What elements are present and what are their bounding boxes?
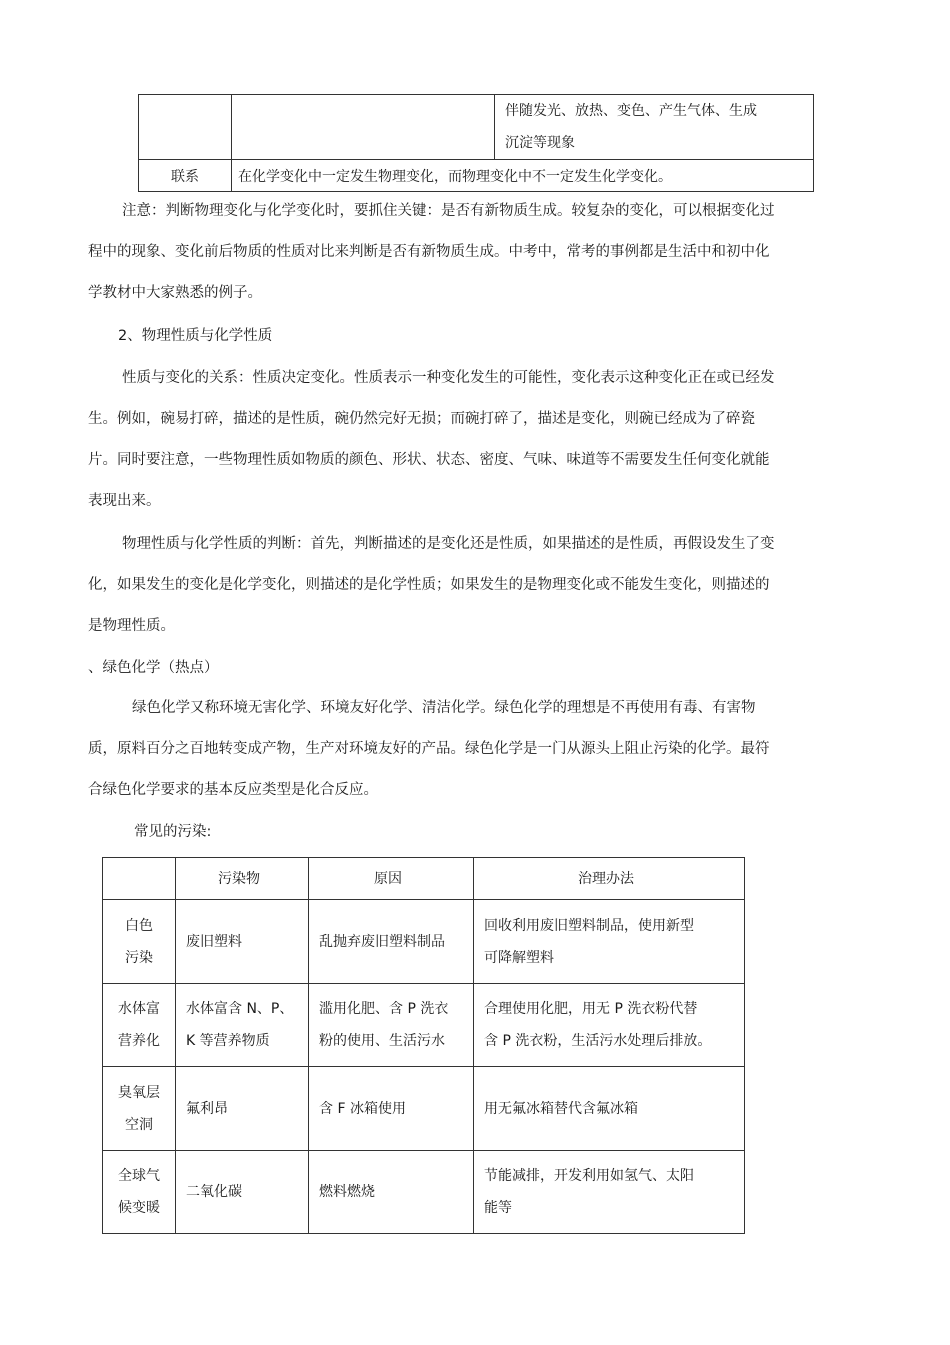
- table-header-row: [103, 858, 745, 900]
- table-cell: [474, 1151, 745, 1234]
- column-header: 治理办法: [474, 858, 745, 900]
- table-cell: [103, 1151, 176, 1234]
- table-row: [103, 1151, 745, 1234]
- table-cell: 废旧塑料: [176, 900, 309, 984]
- cell-line: 臭氧层: [118, 1084, 160, 1101]
- table-cell: 乱抛弃废旧塑料制品: [309, 900, 474, 984]
- table-cell: 二氧化碳: [176, 1151, 309, 1234]
- section-heading: 2、物理性质与化学性质: [118, 328, 273, 344]
- table-cell: [309, 984, 474, 1067]
- cell-line: 水体富含 N、P、: [186, 1001, 294, 1017]
- table-cell: [495, 95, 814, 160]
- table-cell: [103, 984, 176, 1067]
- pollution-table: [102, 857, 745, 1234]
- cell-line: 空洞: [125, 1116, 153, 1133]
- comparison-table-fragment: [138, 94, 814, 192]
- table-row: [103, 984, 745, 1067]
- cell-line: 能等: [484, 1200, 512, 1216]
- cell-line: 伴随发光、放热、变色、产生气体、生成: [505, 103, 757, 119]
- cell-line: 合理使用化肥，用无 P 洗衣粉代替: [484, 1001, 698, 1017]
- table-row: [139, 160, 814, 192]
- column-header: 污染物: [176, 858, 309, 900]
- cell-line: 节能减排，开发利用如氢气、太阳: [484, 1168, 694, 1184]
- cell-line: 营养化: [118, 1033, 160, 1049]
- table-cell: 氟利昂: [176, 1067, 309, 1151]
- table-row: [103, 900, 745, 984]
- table-row: [139, 95, 814, 160]
- pollution-caption: 常见的污染:: [134, 824, 212, 840]
- cell-line: 粉的使用、生活污水: [319, 1033, 445, 1049]
- table-cell: 含 F 冰箱使用: [309, 1067, 474, 1151]
- cell-line: 污染: [125, 949, 153, 966]
- table-cell: [139, 95, 232, 160]
- judge-paragraph: 物理性质与化学性质的判断：首先，判断描述的是变化还是性质，如果描述的是性质，再假设发生了变化，如果发生的变化是化学变化，则描述的是化学性质；如果发生的是物理变化或不能发生变化，则描述的是物理性质。: [88, 536, 775, 634]
- cell-line: 沉淀等现象: [505, 135, 575, 151]
- section-heading: 、绿色化学（热点）: [88, 660, 219, 676]
- table-cell: [176, 984, 309, 1067]
- table-cell: [232, 95, 495, 160]
- table-cell: [103, 1067, 176, 1151]
- table-cell: [474, 900, 745, 984]
- cell-line: 回收利用废旧塑料制品，使用新型: [484, 917, 694, 934]
- cell-line: 含 P 洗衣粉，生活污水处理后排放。: [484, 1033, 712, 1049]
- column-header: 原因: [309, 858, 474, 900]
- cell-line: 全球气: [118, 1168, 160, 1184]
- table-cell: 在化学变化中一定发生物理变化，而物理变化中不一定发生化学变化。: [232, 160, 814, 192]
- cell-line: 候变暖: [118, 1200, 160, 1216]
- relation-paragraph: 性质与变化的关系：性质决定变化。性质表示一种变化发生的可能性，变化表示这种变化正在或已经发生。例如，碗易打碎，描述的是性质，碗仍然完好无损；而碗打碎了，描述是变化，则碗已经成为了碎瓷片。同时要注意，一些物理性质如物质的颜色、形状、状态、密度、气味、味道等不需要发生任何变化就能表现出来。: [88, 370, 775, 509]
- cell-line: K 等营养物质: [186, 1033, 270, 1049]
- green-chemistry-paragraph: 绿色化学又称环境无害化学、环境友好化学、清洁化学。绿色化学的理想是不再使用有毒、有害物质，原料百分之百地转变成产物，生产对环境友好的产品。绿色化学是一门从源头上阻止污染的化学。最符合绿色化学要求的基本反应类型是化合反应。: [88, 700, 770, 798]
- cell-line: 白色: [125, 917, 153, 934]
- cell-line: 可降解塑料: [484, 949, 554, 966]
- table-cell: 燃料燃烧: [309, 1151, 474, 1234]
- cell-line: 水体富: [118, 1001, 160, 1017]
- column-header: [103, 858, 176, 900]
- cell-line: 滥用化肥、含 P 洗衣: [319, 1001, 449, 1017]
- table-cell: 用无氟冰箱替代含氟冰箱: [474, 1067, 745, 1151]
- note-paragraph: 注意：判断物理变化与化学变化时，要抓住关键：是否有新物质生成。较复杂的变化，可以根据变化过程中的现象、变化前后物质的性质对比来判断是否有新物质生成。中考中，常考的事例都是生活中和初中化学教材中大家熟悉的例子。: [88, 203, 775, 301]
- table-row: [103, 1067, 745, 1151]
- table-cell: [103, 900, 176, 984]
- table-cell: [474, 984, 745, 1067]
- table-cell: 联系: [139, 160, 232, 192]
